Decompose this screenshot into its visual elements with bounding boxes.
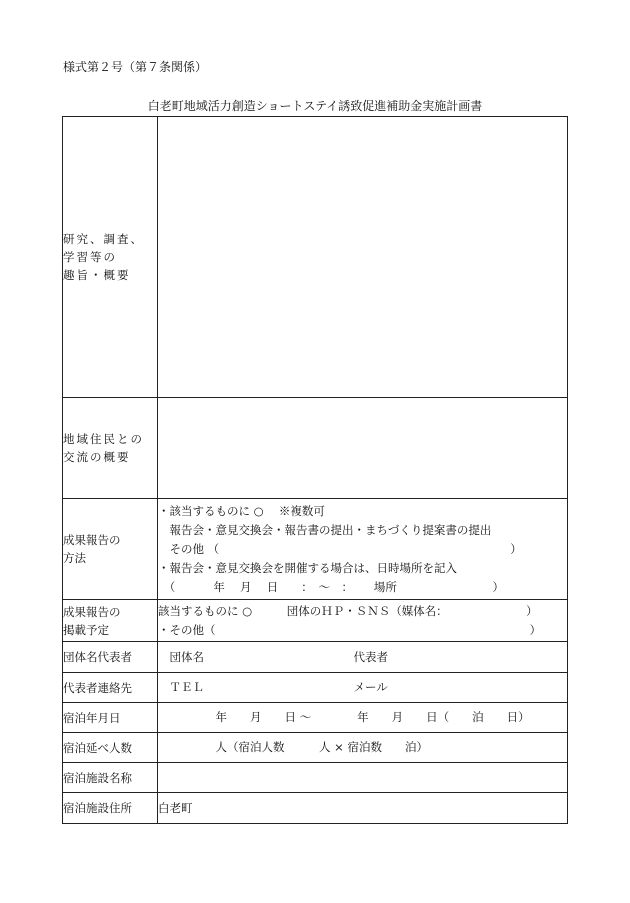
field-report-publish[interactable]	[158, 600, 568, 642]
label-stay-dates: 宿泊年月日	[63, 703, 158, 733]
label-group: 団体名代表者	[63, 642, 158, 673]
label-report-publish: 成果報告の 掲載予定	[63, 600, 158, 642]
report-method-line: ・報告会・意見交換会を開催する場合は、日時場所を記入	[158, 560, 457, 575]
field-facility-name[interactable]	[158, 763, 568, 793]
field-exchange[interactable]	[158, 398, 568, 499]
row-contact	[63, 673, 568, 703]
field-research[interactable]	[158, 117, 568, 398]
report-publish-line: ・その他（ ）	[158, 622, 542, 637]
label-stay-people: 宿泊延べ人数	[63, 733, 158, 763]
field-contact[interactable]: ＴＥＬ メール	[158, 673, 568, 703]
label-research: 研究、調査、 学習等の 趣旨・概要	[63, 117, 158, 398]
field-stay-dates[interactable]: 年 月 日 ～ 年 月 日（ 泊 日）	[158, 703, 568, 733]
report-method-line: その他 （ ）	[158, 541, 522, 556]
field-group[interactable]: 団体名 代表者	[158, 642, 568, 673]
report-method-line: （ 年 月 日 ： ～ ： 場所 ）	[158, 579, 505, 594]
form-number: 様式第２号（第７条関係）	[63, 60, 208, 74]
label-facility-address: 宿泊施設住所	[63, 793, 158, 824]
row-facility-name	[63, 763, 568, 793]
label-facility-name: 宿泊施設名称	[63, 763, 158, 793]
report-method-line: 報告会・意見交換会・報告書の提出・まちづくり提案書の提出	[158, 522, 492, 537]
field-stay-people[interactable]: 人（宿泊人数 人 × 宿泊数 泊）	[158, 733, 568, 763]
field-report-method[interactable]	[158, 499, 568, 600]
label-exchange: 地域住民との 交流の概要	[63, 398, 158, 499]
label-contact: 代表者連絡先	[63, 673, 158, 703]
document-title: 白老町地域活力創造ショートステイ誘致促進補助金実施計画書	[147, 99, 483, 113]
report-method-line: ・該当するものに ○ ※複数可	[158, 503, 325, 518]
label-report-method: 成果報告の 方法	[63, 499, 158, 600]
row-research	[63, 117, 568, 398]
row-exchange	[63, 398, 568, 499]
row-report-publish	[63, 600, 568, 642]
plan-form-table	[62, 116, 568, 824]
row-report-method	[63, 499, 568, 600]
report-publish-line: 該当するものに ○ 団体のＨＰ・ＳＮＳ（媒体名： ）	[158, 603, 538, 618]
row-stay-people	[63, 733, 568, 763]
row-group	[63, 642, 568, 673]
row-facility-address	[63, 793, 568, 824]
field-facility-address[interactable]: 白老町	[158, 793, 568, 824]
row-stay-dates	[63, 703, 568, 733]
